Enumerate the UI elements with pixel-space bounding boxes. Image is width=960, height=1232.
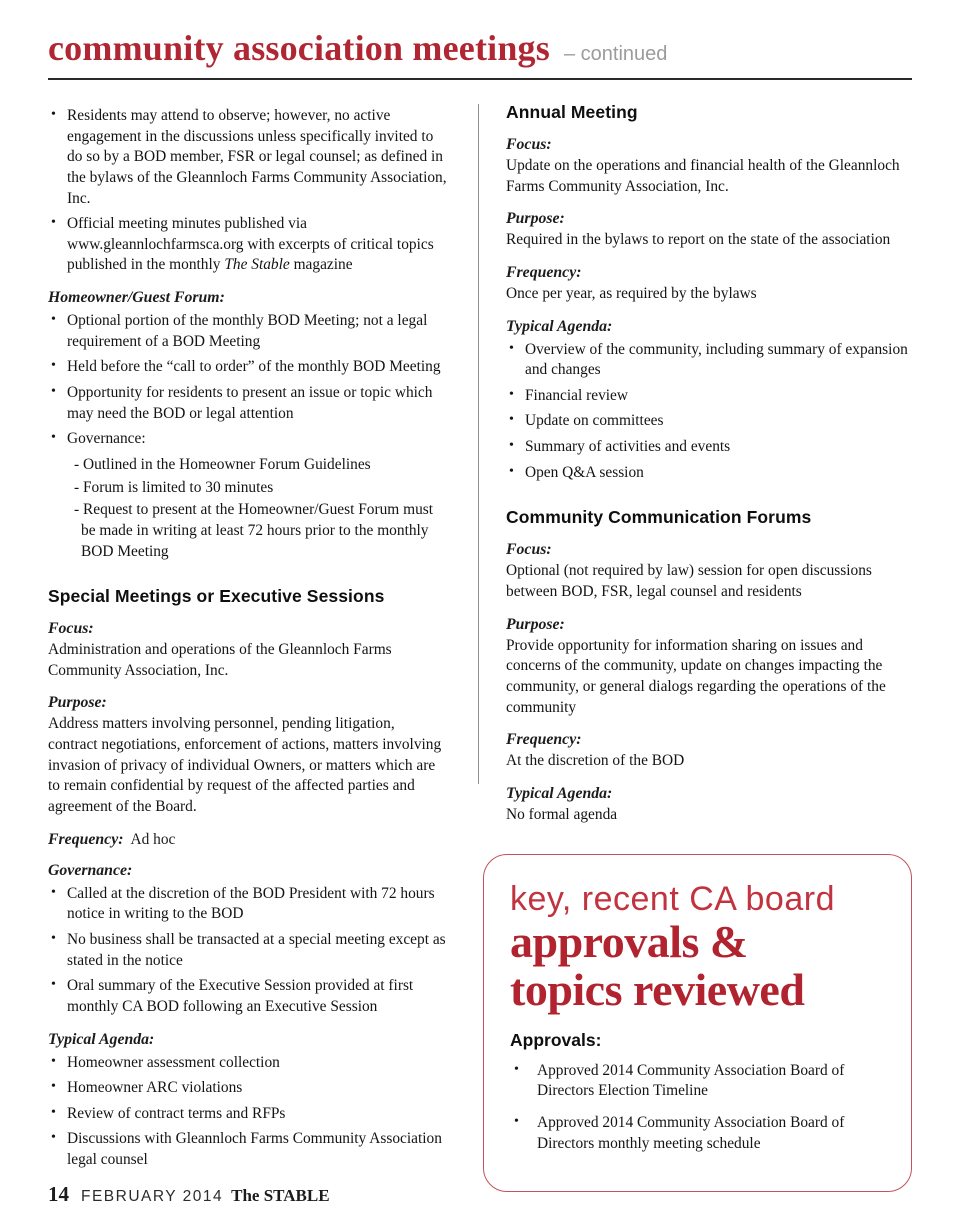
- left-column: [48, 102, 448, 1192]
- governance-bullet-list: [48, 884, 448, 1018]
- field-label: Focus:: [506, 136, 552, 153]
- field-label: Frequency:: [48, 830, 124, 848]
- field-label: Typical Agenda:: [506, 317, 613, 335]
- field-focus: [48, 620, 448, 681]
- footer-page-number: 14: [48, 1182, 69, 1206]
- list-item: • Held before the “call to order” of the monthly BOD Meeting: [48, 357, 448, 378]
- callout-kicker: key, recent CA board: [510, 879, 835, 918]
- field-label: Focus:: [506, 541, 552, 559]
- section-heading: Special Meetings or Executive Sessions: [48, 586, 385, 607]
- field-purpose: [506, 210, 920, 251]
- field-text: No formal agenda: [506, 805, 618, 823]
- footer-issue-date: FEBRUARY 2014: [81, 1188, 224, 1205]
- masthead: [48, 30, 912, 80]
- field-text: Required in the bylaws to report on the state of the association: [506, 231, 891, 249]
- field-purpose: [48, 694, 448, 817]
- field-frequency: [506, 731, 920, 772]
- field-label: Focus:: [48, 620, 94, 638]
- list-item-dash: - Outlined in the Homeowner Forum Guidelines: [74, 455, 371, 473]
- list-item: • Approved 2014 Community Association Board of Directors monthly meeting schedule: [510, 1113, 889, 1154]
- list-item: • Update on committees: [506, 411, 920, 432]
- intro-bullet-list: [48, 106, 448, 276]
- magazine-name-italic: The Stable: [224, 256, 290, 274]
- field-label: Typical Agenda:: [48, 1030, 155, 1048]
- list-item: [48, 214, 448, 276]
- field-text: At the discretion of the BOD: [506, 752, 685, 770]
- list-item-dash: - Request to present at the Homeowner/Guest Forum must be made in writing at least 72 hours prior to the monthly BOD Meeting: [74, 501, 434, 560]
- field-text: Ad hoc: [130, 830, 176, 848]
- list-item: • No business shall be transacted at a special meeting except as stated in the notice: [48, 930, 448, 971]
- field-typical-agenda: [48, 1031, 448, 1171]
- list-item: • Opportunity for residents to present an issue or topic which may need the BOD or legal attention: [48, 383, 448, 424]
- field-purpose: [506, 616, 920, 719]
- page-title: community association meetings: [48, 28, 550, 68]
- list-item: • Review of contract terms and RFPs: [48, 1104, 448, 1125]
- field-label: Purpose:: [506, 615, 565, 633]
- field-text: Update on the operations and financial health of the Gleannloch Farms Community Association, Inc.: [506, 157, 900, 195]
- list-item: • Governance:: [48, 429, 448, 450]
- field-text: Administration and operations of the Gleannloch Farms Community Association, Inc.: [48, 641, 392, 679]
- field-typical-agenda: [506, 318, 920, 484]
- list-item-text: magazine: [289, 256, 353, 274]
- list-item: • Optional portion of the monthly BOD Meeting; not a legal requirement of a BOD Meeting: [48, 311, 448, 352]
- page-footer: [48, 1182, 330, 1207]
- section-heading: Homeowner/Guest Forum:: [48, 289, 225, 307]
- field-frequency: [48, 831, 448, 849]
- list-item: • Overview of the community, including summary of expansion and changes: [506, 340, 920, 381]
- agenda-bullet-list: [506, 340, 920, 484]
- section-heading: Community Communication Forums: [506, 507, 812, 528]
- field-text: Address matters involving personnel, pending litigation, contract negotiations, enforcement of actions, matters involving invasion of privacy of individual Owners, or matters which are to remain confidential by request of the affected parties and agreement of the Board.: [48, 715, 442, 816]
- field-focus: [506, 136, 920, 197]
- forum-bullet-list: [48, 311, 448, 450]
- section-community-communication-forums: [506, 507, 920, 825]
- list-item: • Called at the discretion of the BOD President with 72 hours notice in writing to the BOD: [48, 884, 448, 925]
- callout-box-approvals: [483, 854, 912, 1193]
- field-label: Typical Agenda:: [506, 784, 613, 802]
- field-label: Frequency:: [506, 731, 582, 749]
- section-annual-meeting: [506, 102, 920, 483]
- list-item: • Discussions with Gleannloch Farms Community Association legal counsel: [48, 1129, 448, 1170]
- field-typical-agenda: [506, 785, 920, 826]
- approvals-label: Approvals:: [510, 1029, 602, 1050]
- list-item: • Residents may attend to observe; however, no active engagement in the discussions unless specifically invited to do so by a BOD member, FSR or legal counsel; as defined in the bylaws of the Gleannloch Farms Community Association, Inc.: [48, 106, 448, 209]
- governance-sub-list: [48, 455, 448, 562]
- field-text: Optional (not required by law) session for open discussions between BOD, FSR, legal counsel and residents: [506, 562, 872, 601]
- section-heading: Annual Meeting: [506, 102, 638, 122]
- field-text: Provide opportunity for information sharing on issues and concerns of the community, update on changes impacting the community, or general dialogs regarding the operations of the community: [506, 636, 886, 716]
- list-item: • Open Q&A session: [506, 463, 920, 484]
- section-homeowner-guest-forum: [48, 289, 448, 562]
- field-label: Purpose:: [506, 210, 565, 228]
- section-special-meetings: [48, 586, 448, 1171]
- list-item: • Financial review: [506, 386, 920, 407]
- field-text: Once per year, as required by the bylaws: [506, 284, 757, 302]
- list-item-dash: - Forum is limited to 30 minutes: [74, 478, 274, 496]
- list-item: • Oral summary of the Executive Session provided at first monthly CA BOD following an Executive Session: [48, 976, 448, 1017]
- field-focus: [506, 541, 920, 602]
- content-columns: [48, 102, 912, 1192]
- continued-label: – continued: [563, 43, 668, 65]
- field-label: Governance:: [48, 861, 133, 879]
- field-label: Frequency:: [506, 263, 582, 281]
- list-item-text: Official meeting minutes published via www.gleannlochfarmsca.org with excerpts of critical topics published in the monthly: [67, 215, 434, 274]
- field-governance: [48, 862, 448, 1018]
- field-frequency: [506, 264, 920, 305]
- callout-title-line-2: topics reviewed: [510, 963, 805, 1015]
- footer-magazine-name: The STABLE: [231, 1186, 330, 1205]
- right-column: [506, 102, 920, 1192]
- list-item: • Approved 2014 Community Association Board of Directors Election Timeline: [510, 1061, 889, 1102]
- approvals-bullet-list: [510, 1061, 889, 1155]
- list-item: • Homeowner assessment collection: [48, 1053, 448, 1074]
- column-divider-rule: [478, 104, 479, 784]
- list-item: • Summary of activities and events: [506, 437, 920, 458]
- field-label: Purpose:: [48, 694, 107, 712]
- agenda-bullet-list: [48, 1053, 448, 1171]
- callout-title-line-1: approvals &: [510, 915, 748, 967]
- list-item: • Homeowner ARC violations: [48, 1078, 448, 1099]
